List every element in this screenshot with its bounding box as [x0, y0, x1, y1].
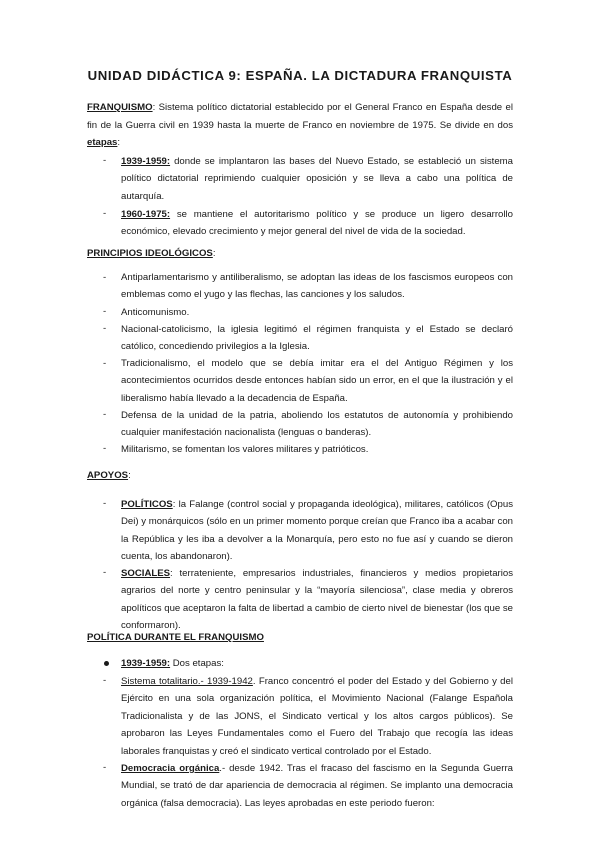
list-item-principio: Antiparlamentarismo y antiliberalismo, se adoptan las ideas de los fascismos europeos con emblemas como el yugo y las flechas, las canciones y los saludos.: [121, 272, 513, 301]
dash-bullet: -: [103, 498, 107, 509]
politica-item-label: Sistema totalitario.- 1939-1942: [121, 676, 253, 687]
list-item-principio: Tradicionalismo, el modelo que se debía imitar era el del Antiguo Régimen y los acontecimientos ocurridos desde entonces habían sido un error, en el que la ilustración y el liberalismo había llevado a la decadencia de España.: [121, 358, 513, 404]
principios-colon: :: [212, 248, 216, 259]
principios-heading: [87, 248, 215, 259]
intro-paragraph: [87, 99, 513, 152]
round-bullet: [104, 661, 109, 666]
list-item-principio: Defensa de la unidad de la patria, aboliendo los estatutos de autonomía y prohibiendo cualquier manifestación nacionalista (lenguas o banderas).: [121, 410, 513, 439]
apoyos-colon: :: [128, 470, 131, 481]
dash-bullet: -: [103, 272, 107, 283]
apoyo-label: SOCIALES: [121, 568, 171, 579]
apoyo-label: POLÍTICOS: [121, 499, 173, 510]
politica-item-text: . Franco concentró el poder del Estado y del Gobierno y del Ejército en una sola organización política, el Movimiento Nacional (Falange Española Tradicionalista y de las JONS, el Sindicato vertical y los altos cargos públicos). Se aprobaron las Leyes Fundamentales como el Fuero del Trabajo que recogía las ideas laborales franquistas y creó el sindicato vertical controlado por el Estado.: [121, 676, 513, 757]
list-item-etapa-1: [121, 153, 513, 205]
list-item-etapa-2: [121, 206, 513, 241]
politica-etapa-label: 1939-1959:: [121, 658, 171, 669]
dash-bullet: -: [103, 443, 107, 454]
etapa-text: donde se implantaron las bases del Nuevo Estado, se estableció un sistema político dictatorial reprimiendo cualquier oposición y se lleva a cabo una política de autarquía.: [121, 156, 513, 202]
dash-bullet: -: [103, 208, 107, 219]
dash-bullet: -: [103, 358, 107, 369]
politica-item-label: Democracia orgánica: [121, 763, 220, 774]
list-item-apoyo-politicos: [121, 496, 513, 566]
etapa-text: se mantiene el autoritarismo político y se produce un ligero desarrollo económico, elevado crecimiento y mejor general del nivel de vida de la sociedad.: [121, 209, 513, 238]
politica-heading: POLÍTICA DURANTE EL FRANQUISMO: [87, 632, 264, 643]
list-item-principio: Nacional-catolicismo, la iglesia legitimó el régimen franquista y el Estado se declaró católico, concediendo privilegios a la Iglesia.: [121, 324, 513, 353]
etapas-word: etapas: [87, 137, 118, 148]
apoyo-text: : terrateniente, empresarios industriales, financieros y medios propietarios agrarios del norte y centro peninsular y la “mayoría silenciosa”, clase media y obreros apolíticos que aceptaron la falta de libertad a cambio de cierto nivel de bienestar (los que se conformaron).: [121, 568, 513, 632]
list-item-principio: Anticomunismo.: [121, 307, 190, 318]
politica-item-text: .- desde 1942. Tras el fracaso del fascismo en la Segunda Guerra Mundial, se trató de dar apariencia de democracia al régimen. Se implanto una democracia orgánica (falsa democracia). Las leyes aprobadas en este periodo fueron:: [121, 763, 513, 809]
intro-colon: :: [117, 137, 121, 148]
politica-etapa-text: Dos etapas:: [170, 658, 224, 669]
apoyos-heading-text: APOYOS: [87, 470, 129, 481]
etapa-label: 1960-1975:: [121, 209, 171, 220]
list-item-democracia-organica: [121, 760, 513, 812]
dash-bullet: -: [103, 155, 107, 166]
list-item-principio: Militarismo, se fomentan los valores militares y patrióticos.: [121, 444, 369, 455]
list-item-sistema-totalitario: [121, 673, 513, 760]
politica-etapa-line: [121, 655, 513, 672]
dash-bullet: -: [103, 306, 107, 317]
page-title: UNIDAD DIDÁCTICA 9: ESPAÑA. LA DICTADURA FRANQUISTA: [87, 68, 513, 83]
dash-bullet: -: [103, 409, 107, 420]
etapa-label: 1939-1959:: [121, 156, 171, 167]
principios-heading-text: PRINCIPIOS IDEOLÓGICOS: [87, 248, 213, 259]
franquismo-term: FRANQUISMO: [87, 102, 153, 113]
intro-text: : Sistema político dictatorial establecido por el General Franco en España desde el fin de la Guerra civil en 1939 hasta la muerte de Franco en noviembre de 1975. Se divide en dos: [87, 102, 513, 131]
dash-bullet: -: [103, 567, 107, 578]
dash-bullet: -: [103, 675, 107, 686]
dash-bullet: -: [103, 762, 107, 773]
apoyos-heading: [87, 470, 131, 481]
list-item-apoyo-sociales: [121, 565, 513, 635]
dash-bullet: -: [103, 323, 107, 334]
apoyo-text: : la Falange (control social y propaganda ideológica), militares, católicos (Opus Dei) y monárquicos (sólo en un primer momento porque creían que Franco iba a acabar con la República y les iba a devolver a la Monarquía, pero esto no fue así y cuando se dieron cuenta, los abandonaron).: [121, 499, 513, 563]
